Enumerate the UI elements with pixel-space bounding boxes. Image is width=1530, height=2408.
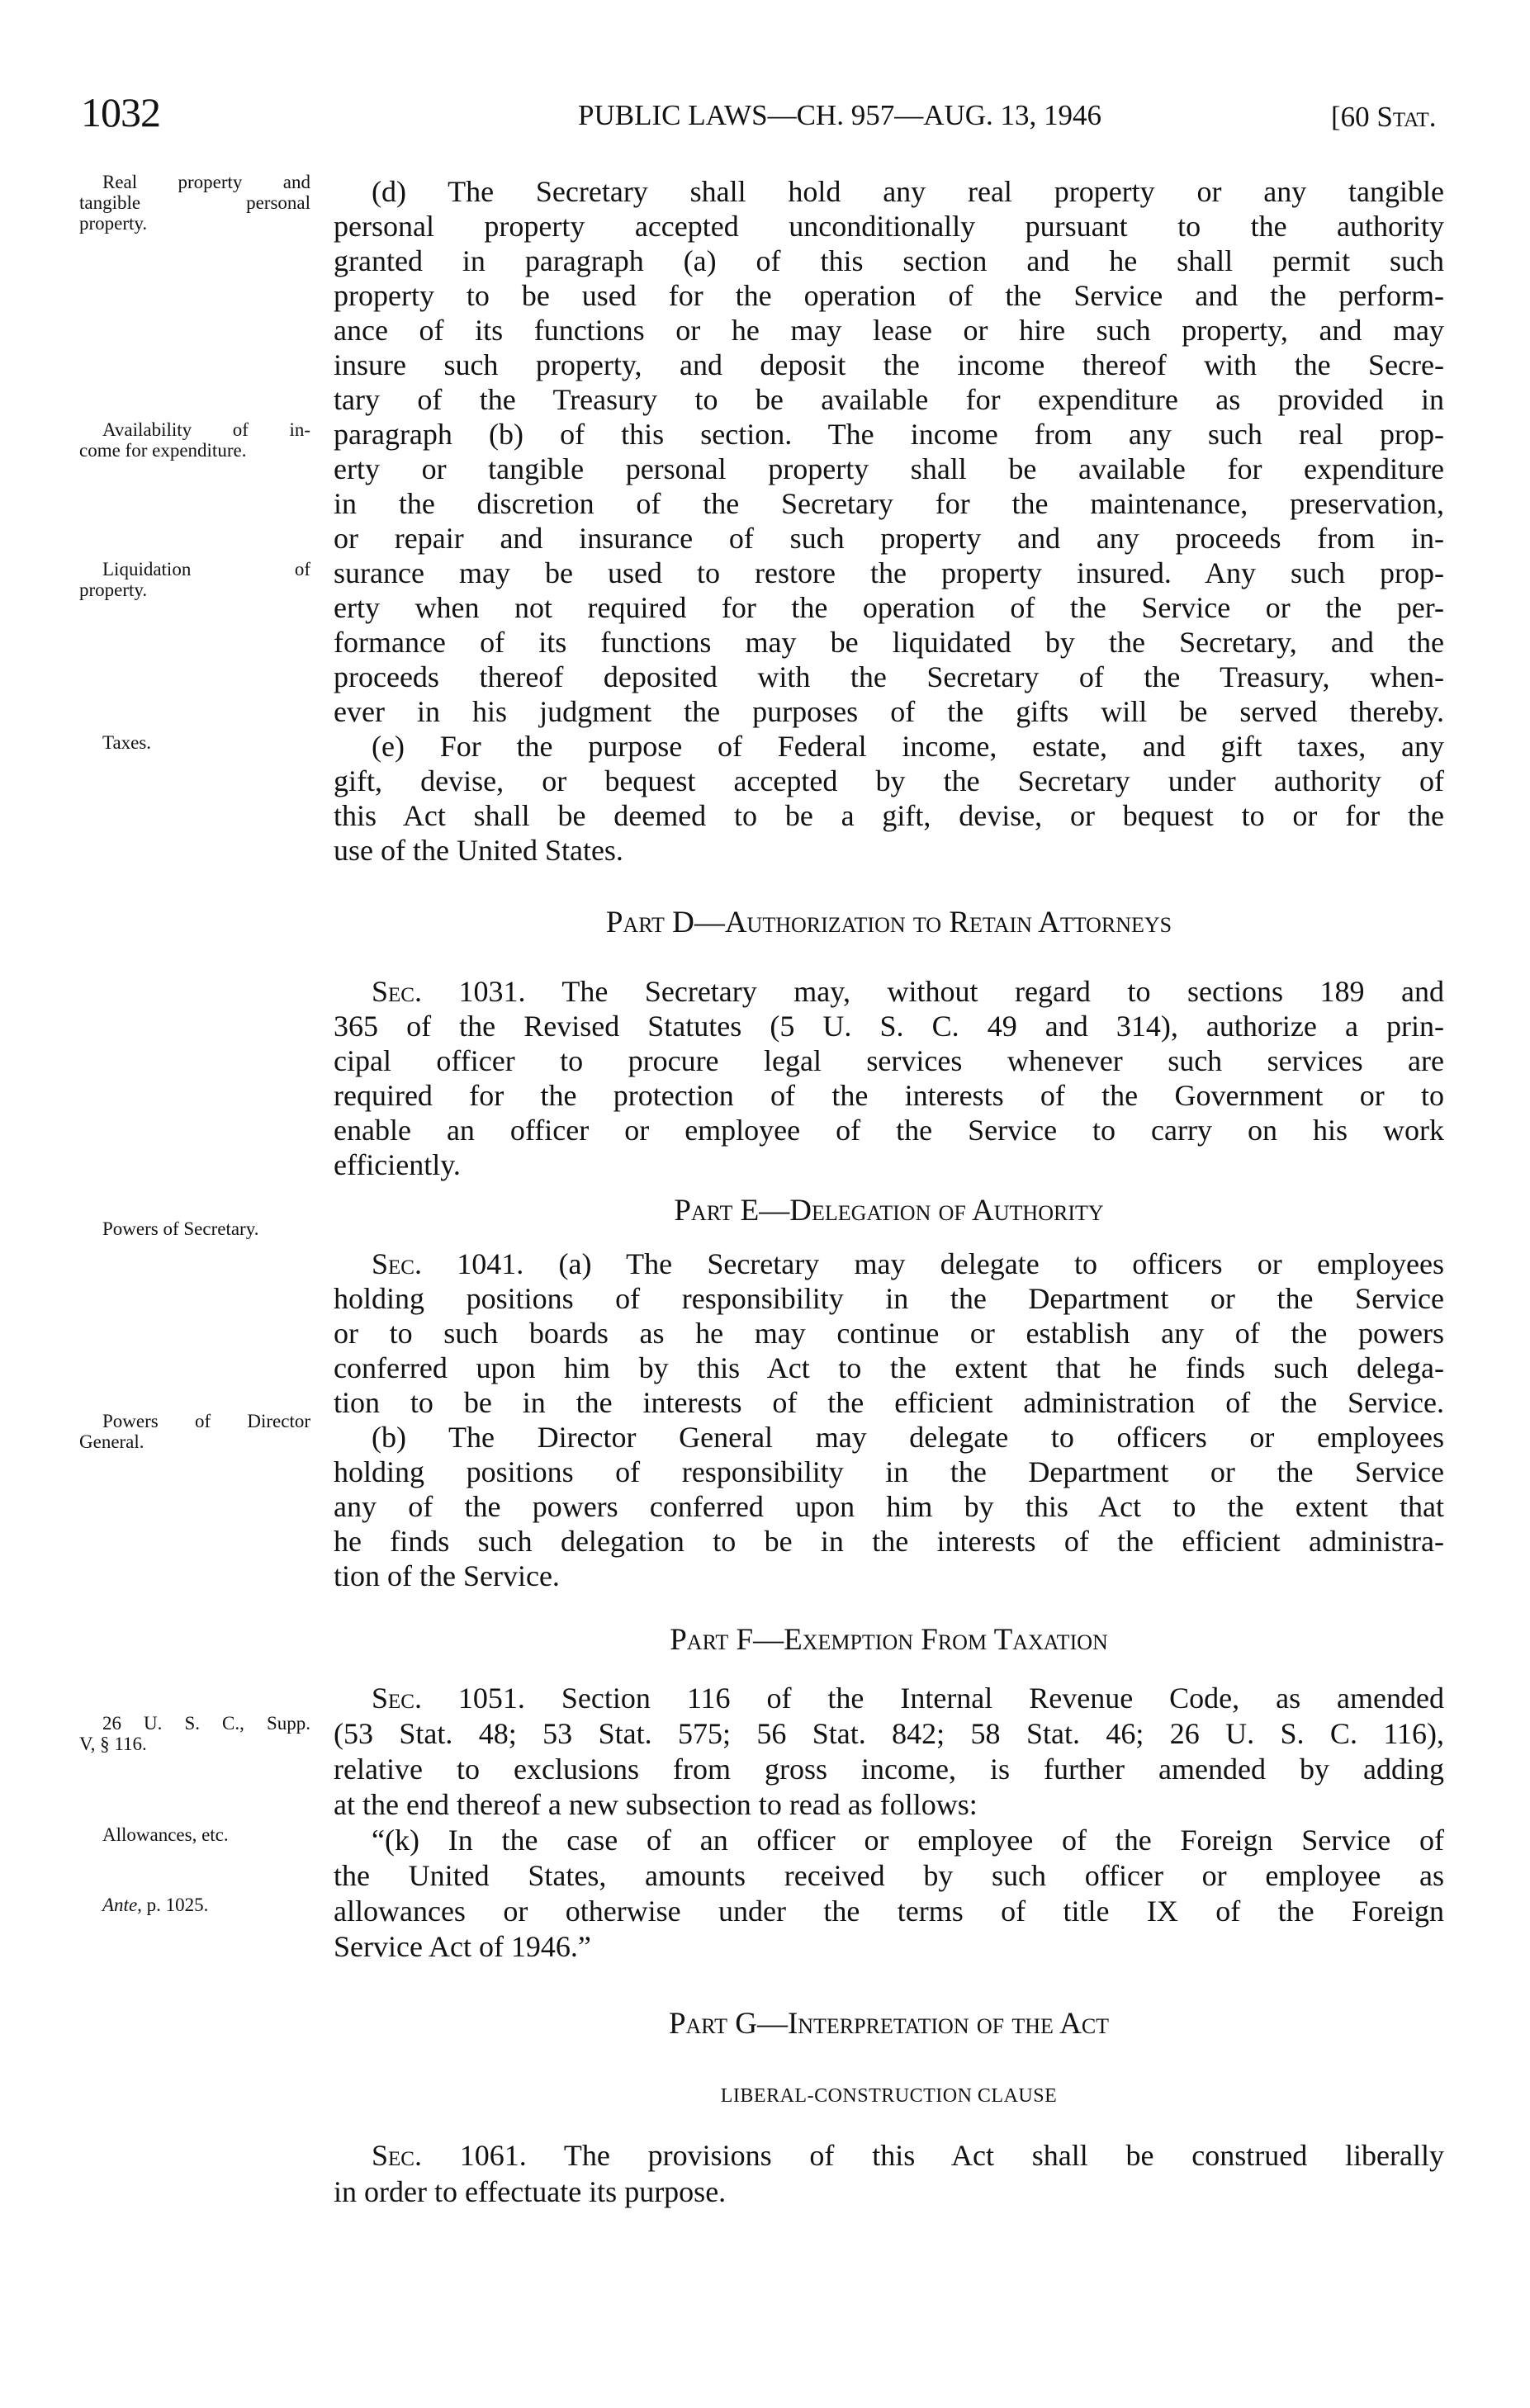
sec-1061-line: in order to effectuate its purpose.	[334, 2175, 727, 2208]
sec-1031-line: required for the protection of the interests of the Government or to	[334, 1079, 1444, 1112]
para-d-line: (d) The Secretary shall hold any real property or any tangible	[372, 175, 1444, 208]
para-d-line: ever in his judgment the purposes of the gifts will be served thereby.	[334, 695, 1444, 728]
para-e-line: use of the United States.	[334, 834, 623, 867]
sec-label: Sec.	[372, 975, 422, 1008]
para-d-line: paragraph (b) of this section. The income from any such real prop-	[334, 418, 1444, 451]
margin-note-powers-secretary: Powers of Secretary.	[102, 1218, 259, 1239]
sec-1041-text: 1041. (a) The Secretary may delegate to officers or employees	[421, 1247, 1444, 1280]
margin-note-liquidation: property.	[79, 580, 148, 600]
para-e-line: (e) For the purpose of Federal income, estate, and gift taxes, any	[372, 730, 1444, 763]
sec-1061-text: 1061. The provisions of this Act shall be construed liberally	[421, 2139, 1444, 2172]
sec-1041b-line: he finds such delegation to be in the interests of the efficient administra-	[334, 1525, 1444, 1558]
para-d-line: erty or tangible personal property shall be available for expenditure	[334, 452, 1444, 485]
ante-page-ref: , p. 1025.	[137, 1895, 209, 1915]
margin-note-allowances: Allowances, etc.	[102, 1824, 229, 1845]
para-d-line: granted in paragraph (a) of this section and he shall permit such	[334, 244, 1444, 277]
margin-note-usc-citation: V, § 116.	[79, 1734, 147, 1754]
margin-note-availability: come for expenditure.	[79, 440, 247, 461]
sec-1041b-line: (b) The Director General may delegate to officers or employees	[372, 1421, 1444, 1454]
part-e-heading: Part E—Delegation of Authority	[674, 1194, 1104, 1228]
sec-1061-first-line	[334, 2138, 1444, 2173]
para-e-line: gift, devise, or bequest accepted by the Secretary under authority of	[334, 764, 1444, 797]
sec-label: Sec.	[372, 1682, 422, 1715]
para-d-line: or repair and insurance of such property and any proceeds from in-	[334, 522, 1444, 555]
sec-1051-line: at the end thereof a new subsection to read as follows:	[334, 1788, 978, 1821]
margin-note-taxes: Taxes.	[102, 732, 152, 753]
para-d-line: tary of the Treasury to be available for expenditure as provided in	[334, 383, 1444, 416]
sec-1041-line: or to such boards as he may continue or establish any of the powers	[334, 1317, 1444, 1350]
sec-1031-line: cipal officer to procure legal services whenever such services are	[334, 1044, 1444, 1077]
volume-stat: Stat.	[1376, 101, 1437, 133]
sec-1031-line: enable an officer or employee of the Service to carry on his work	[334, 1114, 1444, 1147]
para-d-line: insure such property, and deposit the income thereof with the Secre-	[334, 348, 1444, 381]
margin-note-real-property: tangible personal	[79, 192, 310, 213]
margin-note-ante	[79, 1895, 310, 1915]
sec-1051k-line: Service Act of 1946.”	[334, 1930, 591, 1963]
sec-1051k-line: “(k) In the case of an officer or employee of the Foreign Service of	[372, 1824, 1444, 1857]
sec-1041-first-line	[334, 1247, 1444, 1281]
sec-1041-line: holding positions of responsibility in the Department or the Service	[334, 1282, 1444, 1315]
volume-reference	[1331, 99, 1436, 135]
margin-note-powers-director: Powers of Director	[102, 1411, 310, 1431]
para-d-line: personal property accepted unconditionally pursuant to the authority	[334, 210, 1444, 243]
part-g-heading: Part G—Interpretation of the Act	[668, 2007, 1110, 2041]
margin-note-liquidation: Liquidation of	[102, 559, 310, 580]
sec-1031-line: efficiently.	[334, 1148, 461, 1181]
sec-1051-line: relative to exclusions from gross income, is further amended by adding	[334, 1753, 1444, 1786]
para-d-line: ance of its functions or he may lease or hire such property, and may	[334, 314, 1444, 347]
para-d-line: property to be used for the operation of the Service and the perform-	[334, 279, 1444, 312]
part-f-heading: Part F—Exemption From Taxation	[670, 1623, 1108, 1657]
para-d-line: surance may be used to restore the property insured. Any such prop-	[334, 556, 1444, 589]
sec-1041-line: conferred upon him by this Act to the extent that he finds such delega-	[334, 1351, 1444, 1384]
sec-1041b-line: tion of the Service.	[334, 1559, 560, 1592]
volume-prefix: [60	[1331, 101, 1377, 133]
sec-1031-line: 365 of the Revised Statutes (5 U. S. C. 49 and 314), authorize a prin-	[334, 1010, 1444, 1043]
para-d-line: erty when not required for the operation of the Service or the per-	[334, 591, 1444, 624]
sec-1031-text: 1031. The Secretary may, without regard to sections 189 and	[421, 975, 1444, 1008]
sec-1051k-line: allowances or otherwise under the terms of title IX of the Foreign	[334, 1895, 1444, 1928]
sec-label: Sec.	[372, 2139, 422, 2172]
page-number: 1032	[81, 89, 160, 135]
sec-label: Sec.	[372, 1247, 422, 1280]
ante-italic: Ante	[102, 1895, 138, 1915]
margin-note-real-property: Real property and	[102, 172, 310, 192]
sec-1031-first-line	[334, 974, 1444, 1009]
para-d-line: formance of its functions may be liquidated by the Secretary, and the	[334, 626, 1444, 659]
margin-note-availability: Availability of in-	[102, 419, 310, 440]
para-d-line: in the discretion of the Secretary for the maintenance, preservation,	[334, 487, 1444, 520]
liberal-construction-subheading: LIBERAL-CONSTRUCTION CLAUSE	[720, 2085, 1058, 2107]
sec-1051-line: (53 Stat. 48; 53 Stat. 575; 56 Stat. 842; 58 Stat. 46; 26 U. S. C. 116),	[334, 1717, 1444, 1750]
sec-1041b-line: holding positions of responsibility in the Department or the Service	[334, 1455, 1444, 1488]
sec-1041b-line: any of the powers conferred upon him by this Act to the extent that	[334, 1490, 1444, 1523]
sec-1041-line: tion to be in the interests of the efficient administration of the Service.	[334, 1386, 1444, 1419]
sec-1051-text: 1051. Section 116 of the Internal Revenue Code, as amended	[421, 1682, 1444, 1715]
margin-note-real-property: property.	[79, 213, 148, 234]
margin-note-powers-director: General.	[79, 1431, 144, 1452]
para-d-line: proceeds thereof deposited with the Secretary of the Treasury, when-	[334, 660, 1444, 693]
running-head: PUBLIC LAWS—CH. 957—AUG. 13, 1946	[578, 99, 1102, 131]
sec-1051-first-line	[334, 1681, 1444, 1715]
part-d-heading: Part D—Authorization to Retain Attorneys	[605, 906, 1172, 939]
sec-1051k-line: the United States, amounts received by such officer or employee as	[334, 1859, 1444, 1892]
para-e-line: this Act shall be deemed to be a gift, devise, or bequest to or for the	[334, 799, 1444, 832]
margin-note-usc-citation: 26 U. S. C., Supp.	[102, 1713, 310, 1734]
